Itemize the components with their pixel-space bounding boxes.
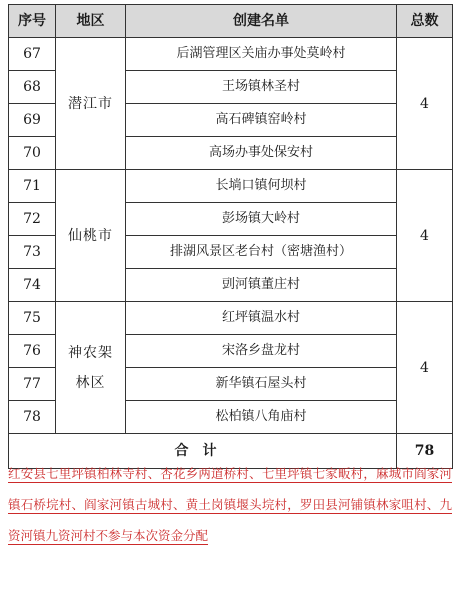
village-list-table [8,4,453,469]
region-label: 仙桃市 [68,227,113,244]
row-seq: 68 [9,71,56,104]
village-name: 高石碑镇窑岭村 [126,104,397,137]
table-row [9,170,453,203]
village-name: 红坪镇温水村 [126,302,397,335]
region-label: 潜江市 [68,95,113,112]
village-name: 彭场镇大岭村 [126,203,397,236]
row-seq: 74 [9,269,56,302]
row-seq: 73 [9,236,56,269]
village-name: 新华镇石屋头村 [126,368,397,401]
village-name: 宋洛乡盘龙村 [126,335,397,368]
group-total: 4 [397,170,453,302]
village-name: 长埫口镇何坝村 [126,170,397,203]
region-cell [56,170,126,302]
village-name: 王场镇林圣村 [126,71,397,104]
table-body [9,38,453,469]
region-label: 林区 [75,374,106,391]
row-seq: 77 [9,368,56,401]
row-seq: 69 [9,104,56,137]
table-header-row [9,5,453,38]
header-region: 地区 [56,5,126,38]
header-name-list: 创建名单 [126,5,397,38]
group-total: 4 [397,38,453,170]
row-seq: 67 [9,38,56,71]
village-name: 剅河镇董庄村 [126,269,397,302]
table-row [9,302,453,335]
header-total: 总数 [397,5,453,38]
row-seq: 70 [9,137,56,170]
sum-value: 78 [397,434,453,469]
village-name: 松柏镇八角庙村 [126,401,397,434]
table-row [9,38,453,71]
village-name: 排湖风景区老台村（密塘渔村） [126,236,397,269]
group-total: 4 [397,302,453,434]
row-seq: 78 [9,401,56,434]
row-seq: 72 [9,203,56,236]
region-cell [56,38,126,170]
region-label: 神农架 [68,344,113,361]
footnote-red: 红安县七里坪镇柏林寺村、杏花乡两道桥村、七里坪镇七家畈村，麻城市阎家河镇石桥垸村、阎家河镇古城村、黄土岗镇堰头垸村，罗田县河铺镇林家咀村、九资河镇九资河村不参与本次资金分配 [8,466,452,543]
region-cell [56,302,126,434]
village-name: 后湖管理区关庙办事处莫岭村 [126,38,397,71]
row-seq: 76 [9,335,56,368]
sum-label: 合计 [9,434,397,469]
row-seq: 75 [9,302,56,335]
row-seq: 71 [9,170,56,203]
village-name: 高场办事处保安村 [126,137,397,170]
header-seq: 序号 [9,5,56,38]
